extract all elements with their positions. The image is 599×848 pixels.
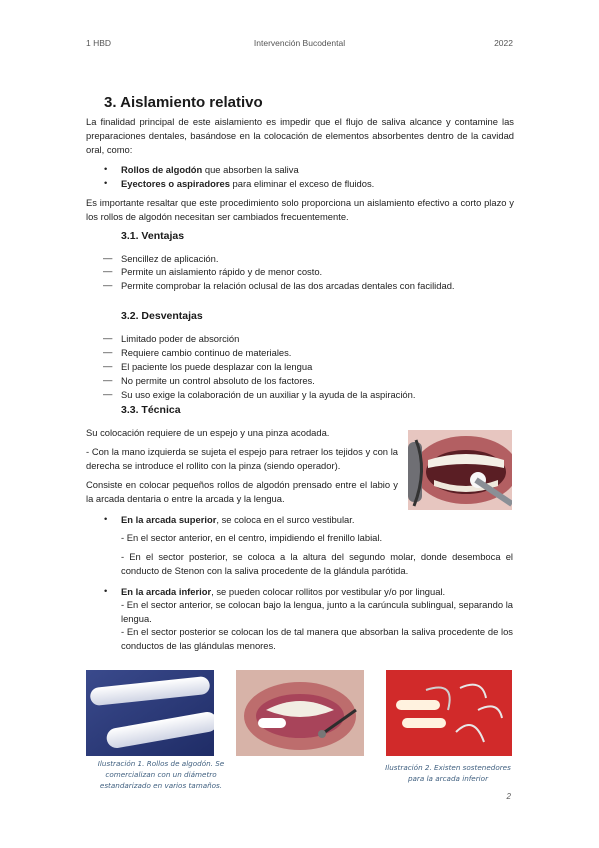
mouth-inferior-photo xyxy=(236,670,364,756)
dash: — xyxy=(103,374,113,385)
cotton-roll-holders-photo xyxy=(386,670,512,756)
ventaja-item: Permite un aislamiento rápido y de menor costo. xyxy=(121,266,323,277)
dash: — xyxy=(103,388,113,399)
desventaja-item: Su uso exige la colaboración de un auxiliar y la ayuda de la aspiración. xyxy=(121,389,416,400)
arcada-inferior: En la arcada inferior, se pueden colocar rollitos por vestibular y/o por lingual. xyxy=(121,586,446,597)
caption-figure-1: Ilustración 1. Rollos de algodón. Se comercializan con un diámetro estandarizado en varios tamaños. xyxy=(97,759,225,790)
tecnica-p3: Consiste en colocar pequeños rollos de algodón prensado entre el labio y la arcada dentaria o entre la arcada y la lengua. xyxy=(86,479,398,504)
desventaja-item: Requiere cambio continuo de materiales. xyxy=(121,347,292,358)
dash: — xyxy=(103,360,113,371)
mouth-mirror-photo xyxy=(408,430,512,510)
desventajas-heading: 3.2. Desventajas xyxy=(121,310,203,322)
desventaja-item: No permite un control absoluto de los factores. xyxy=(121,375,315,386)
desventaja-item: Limitado poder de absorción xyxy=(121,333,240,344)
superior-sub1: - En el sector anterior, en el centro, impidiendo el frenillo labial. xyxy=(121,532,383,543)
arcada-superior: En la arcada superior, se coloca en el surco vestibular. xyxy=(121,514,355,525)
ventaja-item: Permite comprobar la relación oclusal de las dos arcadas dentales con facilidad. xyxy=(121,280,455,291)
header-title: Intervención Bucodental xyxy=(253,38,346,48)
caption-figure-2: Ilustración 2. Existen sostenedores para la arcada inferior xyxy=(385,763,511,783)
bullet-dot: • xyxy=(104,163,108,174)
intro-paragraph: La finalidad principal de este aislamiento es impedir que el flujo de saliva alcance y contamine las preparaciones dentales, basándose en la colocación de elementos absorbentes dentro de la cavidad oral, como: xyxy=(86,116,514,155)
ventaja-item: Sencillez de aplicación. xyxy=(121,253,219,264)
header-left: 1 HBD xyxy=(86,38,112,48)
inferior-sub2: - En el sector posterior se colocan los de tal manera que absorban la saliva procedente de los conductos de las glándulas menores. xyxy=(121,626,513,651)
bullet-dot: • xyxy=(104,177,108,188)
bullet-dot: • xyxy=(104,513,108,524)
bullet-cotton-rolls: Rollos de algodón que absorben la saliva xyxy=(121,164,299,175)
dash: — xyxy=(103,265,113,276)
tecnica-heading: 3.3. Técnica xyxy=(121,404,181,416)
superior-sub2: - En el sector posterior, se coloca a la altura del segundo molar, donde desemboca el conducto de Stenon con la saliva procedente de la glándula parótida. xyxy=(121,551,513,576)
section-title: 3. Aislamiento relativo xyxy=(104,94,263,111)
bullet-ejectors: Eyectores o aspiradores para eliminar el exceso de fluidos. xyxy=(121,178,375,189)
header-year: 2022 xyxy=(494,38,513,48)
note-paragraph: Es importante resaltar que este procedimiento solo proporciona un aislamiento efectivo a corto plazo y los rollos de algodón necesitan ser cambiados frecuentemente. xyxy=(86,197,514,222)
dash: — xyxy=(103,252,113,263)
dash: — xyxy=(103,279,113,290)
ventajas-heading: 3.1. Ventajas xyxy=(121,230,185,242)
bullet-dot: • xyxy=(104,585,108,596)
inferior-sub1: - En el sector anterior, se colocan bajo la lengua, junto a la carúncula sublingual, separando la lengua. xyxy=(121,599,513,624)
page-number: 2 xyxy=(506,792,511,801)
desventaja-item: El paciente los puede desplazar con la lengua xyxy=(121,361,313,372)
tecnica-p2: - Con la mano izquierda se sujeta el espejo para retraer los tejidos y con la derecha se introduce el rollito con la pinza (siendo operador). xyxy=(86,446,398,471)
dash: — xyxy=(103,346,113,357)
cotton-rolls-photo xyxy=(86,670,214,756)
dash: — xyxy=(103,332,113,343)
tecnica-p1: Su colocación requiere de un espejo y una pinza acodada. xyxy=(86,427,330,438)
